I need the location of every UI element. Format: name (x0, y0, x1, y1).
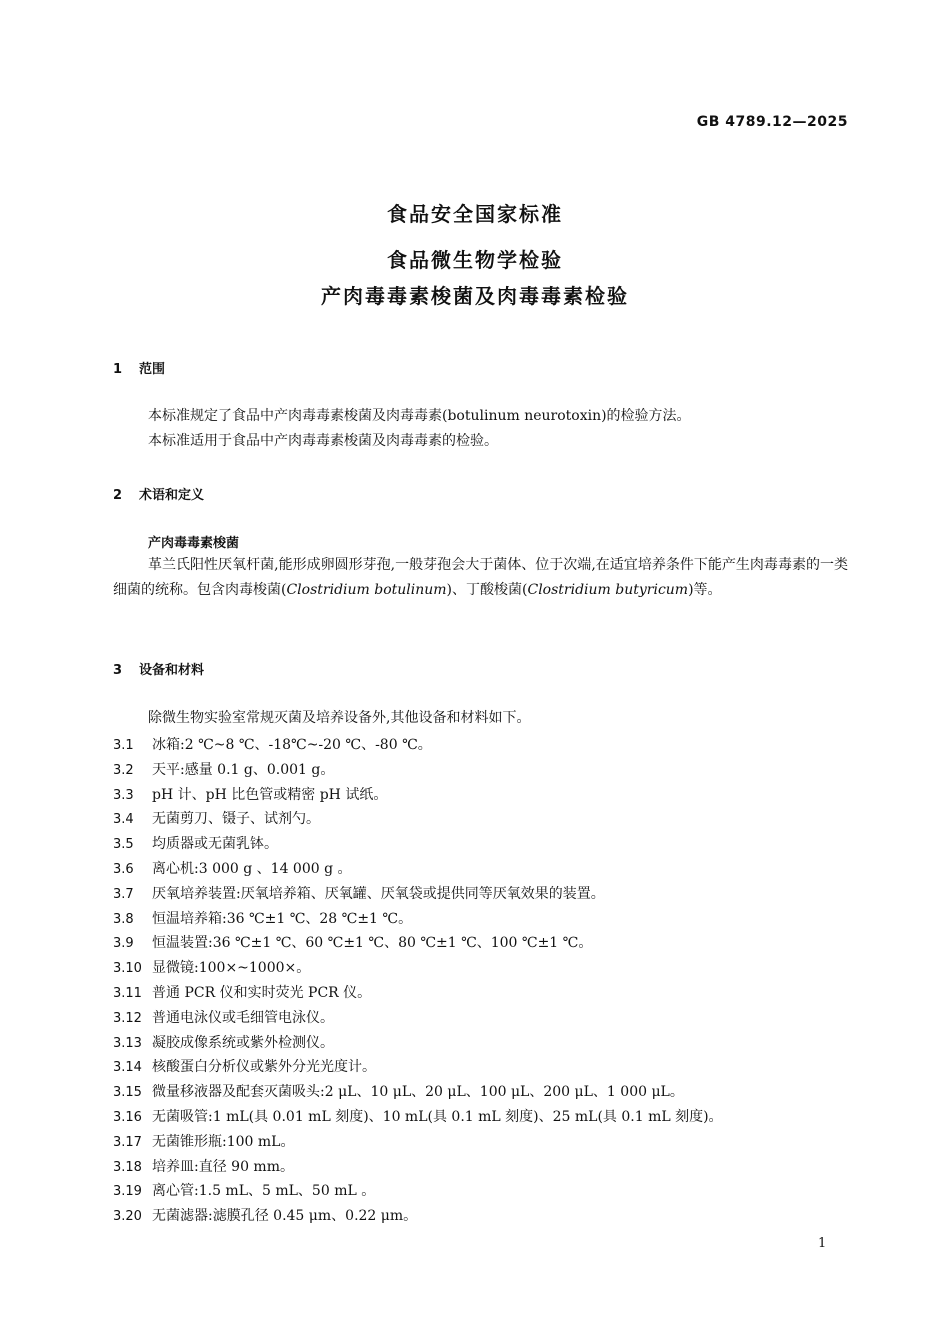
section-3-heading (113, 659, 204, 678)
section-title: 范围 (139, 362, 166, 377)
item-number: 3.16 (113, 1109, 142, 1125)
list-item (113, 1155, 853, 1180)
item-text: 均质器或无菌乳钵。 (152, 836, 278, 853)
list-item (113, 1130, 853, 1155)
list-item (113, 832, 853, 857)
item-number: 3.11 (113, 985, 142, 1001)
item-text: 核酸蛋白分析仪或紫外分光光度计。 (152, 1059, 376, 1076)
item-text: 普通 PCR 仪和实时荧光 PCR 仪。 (152, 984, 372, 1001)
item-number: 3.4 (113, 812, 134, 828)
item-text: 恒温装置:36 ℃±1 ℃、60 ℃±1 ℃、80 ℃±1 ℃、100 ℃±1 ℃。 (152, 935, 593, 952)
definition-text: 革兰氏阳性厌氧杆菌,能形成卵圆形芽孢,一般芽孢会大于菌体、位于次端,在适宜培养条件下能产生肉毒毒素的一类细菌的统称。包含肉毒梭菌( (113, 557, 848, 598)
list-item (113, 1006, 853, 1031)
item-number: 3.13 (113, 1035, 142, 1051)
item-number: 3.2 (113, 762, 134, 778)
item-number: 3.15 (113, 1085, 142, 1101)
item-number: 3.1 (113, 738, 134, 753)
item-text: 微量移液器及配套灭菌吸头:2 μL、10 μL、20 μL、100 μL、200 μL、1 000 μL。 (152, 1084, 684, 1101)
item-number: 3.8 (113, 911, 134, 927)
item-text: pH 计、pH 比色管或精密 pH 试纸。 (152, 786, 388, 803)
term-definition (113, 553, 848, 603)
equipment-list (113, 733, 853, 1229)
list-item (113, 857, 853, 882)
list-item (113, 783, 853, 808)
item-number: 3.5 (113, 837, 134, 853)
page-number: 1 (818, 1236, 827, 1251)
item-text: 无菌剪刀、镊子、试剂勺。 (152, 811, 320, 828)
item-text: 离心机:3 000 g 、14 000 g 。 (152, 860, 352, 877)
item-number: 3.14 (113, 1060, 142, 1076)
item-text: 培养皿:直径 90 mm。 (152, 1158, 294, 1175)
list-item (113, 1179, 853, 1204)
section-1-heading (113, 358, 165, 377)
section-number: 1 (113, 362, 123, 377)
species-name: Clostridium butyricum (527, 582, 689, 598)
item-number: 3.10 (113, 961, 142, 977)
item-number: 3.7 (113, 886, 134, 902)
list-item (113, 1031, 853, 1056)
item-text: 无菌吸管:1 mL(具 0.01 mL 刻度)、10 mL(具 0.1 mL 刻度)、25 mL(具 0.1 mL 刻度)。 (152, 1108, 723, 1125)
document-title-line2: 产肉毒毒素梭菌及肉毒毒素检验 (321, 284, 629, 308)
section-title: 设备和材料 (139, 663, 205, 678)
list-item (113, 956, 853, 981)
section-number: 3 (113, 663, 123, 678)
section-title: 术语和定义 (139, 488, 205, 503)
section-2-heading (113, 484, 204, 503)
item-text: 恒温培养箱:36 ℃±1 ℃、28 ℃±1 ℃。 (152, 910, 413, 927)
list-item (113, 981, 853, 1006)
item-text: 离心管:1.5 mL、5 mL、50 mL 。 (152, 1183, 376, 1200)
item-number: 3.18 (113, 1159, 142, 1175)
list-item (113, 1055, 853, 1080)
item-text: 天平:感量 0.1 g、0.001 g。 (152, 761, 335, 778)
definition-text: )、丁酸梭菌( (446, 582, 528, 598)
item-number: 3.20 (113, 1209, 142, 1225)
standard-number: GB 4789.12—2025 (696, 114, 848, 130)
item-number: 3.9 (113, 936, 134, 952)
item-text: 厌氧培养装置:厌氧培养箱、厌氧罐、厌氧袋或提供同等厌氧效果的装置。 (152, 885, 605, 902)
item-number: 3.19 (113, 1184, 142, 1200)
section-3-intro: 除微生物实验室常规灭菌及培养设备外,其他设备和材料如下。 (148, 710, 531, 726)
list-item (113, 807, 853, 832)
standard-type-title: 食品安全国家标准 (387, 202, 563, 226)
list-item (113, 1204, 853, 1229)
section-1-paragraph-1: 本标准规定了食品中产肉毒毒素梭菌及肉毒毒素(botulinum neurotoxin)的检验方法。 (148, 408, 691, 424)
section-1-paragraph-2: 本标准适用于食品中产肉毒毒素梭菌及肉毒毒素的检验。 (148, 433, 498, 449)
item-text: 显微镜:100×~1000×。 (152, 960, 311, 977)
list-item (113, 882, 853, 907)
section-number: 2 (113, 488, 123, 503)
item-text: 普通电泳仪或毛细管电泳仪。 (152, 1009, 334, 1026)
item-text: 无菌滤器:滤膜孔径 0.45 μm、0.22 μm。 (152, 1208, 418, 1225)
item-number: 3.6 (113, 861, 134, 877)
item-text: 无菌锥形瓶:100 mL。 (152, 1133, 295, 1150)
list-item (113, 733, 853, 758)
term-name: 产肉毒毒素梭菌 (148, 536, 240, 551)
item-text: 冰箱:2 ℃~8 ℃、-18℃~-20 ℃、-80 ℃。 (152, 737, 432, 753)
list-item (113, 931, 853, 956)
definition-text: )等。 (688, 582, 722, 598)
item-number: 3.3 (113, 787, 134, 803)
item-number: 3.12 (113, 1010, 142, 1026)
list-item (113, 907, 853, 932)
item-number: 3.17 (113, 1134, 142, 1150)
list-item (113, 1105, 853, 1130)
species-name: Clostridium botulinum (286, 582, 447, 598)
list-item (113, 758, 853, 783)
list-item (113, 1080, 853, 1105)
document-title-line1: 食品微生物学检验 (387, 248, 563, 272)
item-text: 凝胶成像系统或紫外检测仪。 (152, 1034, 334, 1051)
